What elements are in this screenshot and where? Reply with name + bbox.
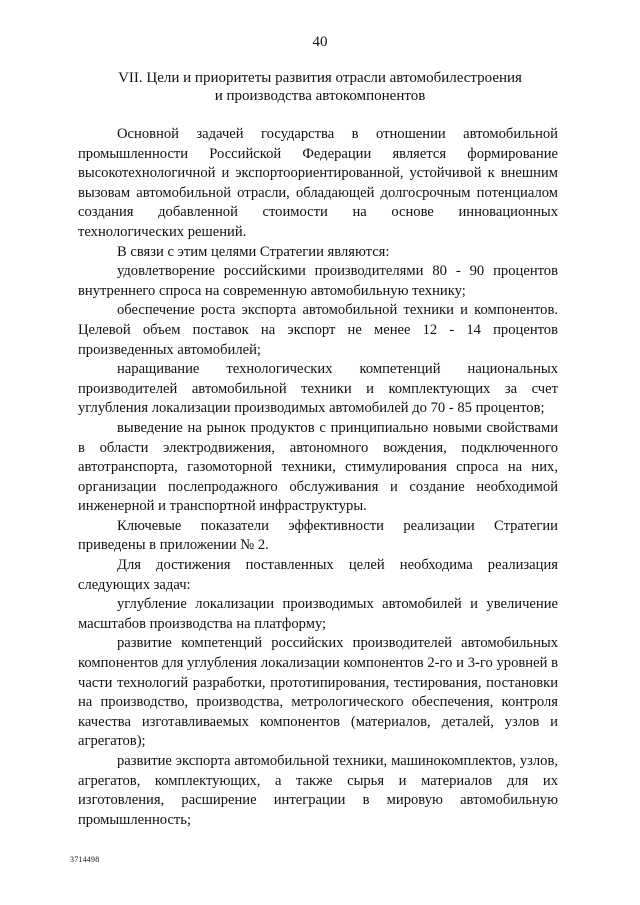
paragraph-kpi-reference: Ключевые показатели эффективности реализации Стратегии приведены в приложении № 2. [78, 517, 558, 554]
section-heading-line-2: и производства автокомпонентов [214, 88, 426, 104]
page-number: 40 [312, 34, 328, 50]
paragraph-goals-intro: В связи с этим целями Стратегии являются: [117, 243, 390, 260]
paragraph-goal-export-growth: обеспечение роста экспорта автомобильной техники и компонентов. Целевой объем поставок на экспорт не менее 12 - 14 процентов произведенных автомобилей; [78, 302, 558, 358]
paragraph-task-export-development: развитие экспорта автомобильной техники, машинокомплектов, узлов, агрегатов, комплектующих, а также сырья и материалов для их изготовления, расширение интеграции в мировую автомобильную промышленность; [78, 753, 558, 828]
paragraph-goal-domestic-demand: удовлетворение российскими производителями 80 - 90 процентов внутреннего спроса на современную автомобильную технику; [78, 263, 558, 299]
paragraph-tasks-intro: Для достижения поставленных целей необходима реализация следующих задач: [78, 557, 558, 593]
document-code: 3714498 [70, 855, 100, 864]
section-heading [0, 69, 640, 105]
paragraph-task-component-competencies: развитие компетенций российских производителей автомобильных компонентов для углубления локализации компонентов 2-го и 3-го уровней в части технологий разработки, прототипирования, тестирования, постановки на производство, производства, метрологического обеспечения, контроля качества изготавливаемых компонентов (материалов, деталей, узлов и агрегатов); [78, 635, 558, 750]
section-heading-line-1: VII. Цели и приоритеты развития отрасли автомобилестроения [118, 70, 522, 86]
body-text [78, 125, 558, 830]
paragraph-task-platform-scale: углубление локализации производимых автомобилей и увеличение масштабов производства на платформу; [78, 596, 558, 632]
paragraph-goal-new-products: выведение на рынок продуктов с принципиально новыми свойствами в области электродвижения, автономного вождения, подключенного автотранспорта, газомоторной техники, стимулирования спроса на них, организации послепродажного обслуживания и создание необходимой инженерной и транспортной инфраструктуры. [78, 419, 558, 515]
paragraph-main-task: Основной задачей государства в отношении автомобильной промышленности Российской Федерации является формирование высокотехнологичной и экспортоориентированной, устойчивой к внешним вызовам автомобильной отрасли, обладающей долгосрочным потенциалом создания добавленной стоимости на основе инновационных технологических решений. [78, 126, 558, 240]
paragraph-goal-localization: наращивание технологических компетенций национальных производителей автомобильной техники и комплектующих за счет углубления локализации производимых автомобилей до 70 - 85 процентов; [78, 361, 558, 417]
